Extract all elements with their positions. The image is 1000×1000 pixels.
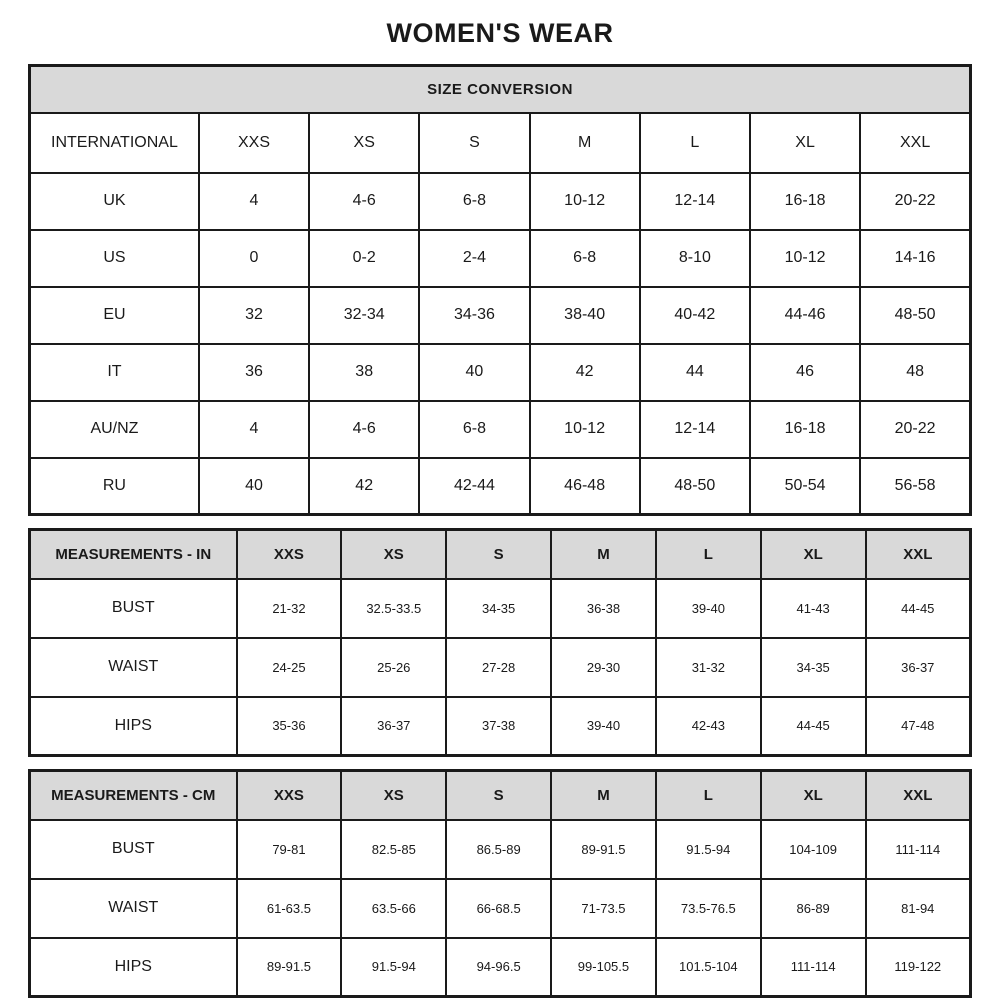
size-column-header: XXL xyxy=(860,113,970,173)
size-value-cell: 47-48 xyxy=(866,697,971,756)
size-value-cell: 10-12 xyxy=(530,173,640,230)
size-value-cell: 111-114 xyxy=(866,820,971,879)
size-value-cell: 32 xyxy=(199,287,309,344)
size-value-cell: 36-38 xyxy=(551,579,656,638)
measurements-cm-table xyxy=(28,769,972,998)
row-label: BUST xyxy=(30,579,237,638)
size-value-cell: 44-45 xyxy=(761,697,866,756)
size-value-cell: 10-12 xyxy=(750,230,860,287)
size-value-cell: 42-43 xyxy=(656,697,761,756)
size-column-header: XXS xyxy=(237,530,342,579)
size-value-cell: 104-109 xyxy=(761,820,866,879)
size-value-cell: 32-34 xyxy=(309,287,419,344)
size-value-cell: 44 xyxy=(640,344,750,401)
size-value-cell: 38 xyxy=(309,344,419,401)
size-value-cell: 36 xyxy=(199,344,309,401)
size-value-cell: 89-91.5 xyxy=(237,938,342,997)
size-value-cell: 36-37 xyxy=(866,638,971,697)
size-value-cell: 37-38 xyxy=(446,697,551,756)
size-column-header: XXL xyxy=(866,530,971,579)
size-value-cell: 56-58 xyxy=(860,458,970,515)
size-value-cell: 4 xyxy=(199,173,309,230)
table-row xyxy=(30,879,971,938)
size-value-cell: 20-22 xyxy=(860,401,970,458)
sizes-header-row xyxy=(30,113,971,173)
size-value-cell: 35-36 xyxy=(237,697,342,756)
size-value-cell: 73.5-76.5 xyxy=(656,879,761,938)
size-value-cell: 34-35 xyxy=(761,638,866,697)
size-column-header: M xyxy=(551,771,656,820)
row-label: WAIST xyxy=(30,638,237,697)
size-value-cell: 21-32 xyxy=(237,579,342,638)
size-value-cell: 6-8 xyxy=(419,401,529,458)
size-value-cell: 66-68.5 xyxy=(446,879,551,938)
size-value-cell: 39-40 xyxy=(551,697,656,756)
table-row xyxy=(30,938,971,997)
size-value-cell: 86.5-89 xyxy=(446,820,551,879)
size-value-cell: 81-94 xyxy=(866,879,971,938)
size-value-cell: 25-26 xyxy=(341,638,446,697)
size-value-cell: 79-81 xyxy=(237,820,342,879)
measurements-cm-body xyxy=(30,820,971,997)
size-value-cell: 40 xyxy=(199,458,309,515)
size-value-cell: 39-40 xyxy=(656,579,761,638)
size-value-cell: 38-40 xyxy=(530,287,640,344)
row-label: BUST xyxy=(30,820,237,879)
size-value-cell: 46 xyxy=(750,344,860,401)
table-row xyxy=(30,579,971,638)
size-column-header: S xyxy=(419,113,529,173)
size-value-cell: 42 xyxy=(530,344,640,401)
row-label: HIPS xyxy=(30,697,237,756)
size-value-cell: 27-28 xyxy=(446,638,551,697)
size-value-cell: 89-91.5 xyxy=(551,820,656,879)
measurements-in-title: MEASUREMENTS - IN xyxy=(30,530,237,579)
table-row xyxy=(30,458,971,515)
size-value-cell: 101.5-104 xyxy=(656,938,761,997)
row-label: IT xyxy=(30,344,199,401)
size-value-cell: 6-8 xyxy=(530,230,640,287)
table-row xyxy=(30,401,971,458)
table-row xyxy=(30,638,971,697)
table-row xyxy=(30,173,971,230)
size-value-cell: 34-36 xyxy=(419,287,529,344)
size-value-cell: 6-8 xyxy=(419,173,529,230)
size-value-cell: 94-96.5 xyxy=(446,938,551,997)
row-label: AU/NZ xyxy=(30,401,199,458)
table-row xyxy=(30,287,971,344)
size-value-cell: 99-105.5 xyxy=(551,938,656,997)
row-label: HIPS xyxy=(30,938,237,997)
page-title: WOMEN'S WEAR xyxy=(386,18,614,48)
size-value-cell: 42-44 xyxy=(419,458,529,515)
size-value-cell: 4 xyxy=(199,401,309,458)
size-value-cell: 46-48 xyxy=(530,458,640,515)
size-value-cell: 91.5-94 xyxy=(656,820,761,879)
size-column-header: XXS xyxy=(237,771,342,820)
size-column-header: S xyxy=(446,530,551,579)
table-row xyxy=(30,697,971,756)
table-row xyxy=(30,344,971,401)
size-column-header: L xyxy=(640,113,750,173)
size-column-header: XL xyxy=(761,771,866,820)
size-value-cell: 31-32 xyxy=(656,638,761,697)
size-value-cell: 41-43 xyxy=(761,579,866,638)
size-value-cell: 0 xyxy=(199,230,309,287)
size-column-header: XS xyxy=(341,771,446,820)
size-value-cell: 16-18 xyxy=(750,401,860,458)
size-value-cell: 48 xyxy=(860,344,970,401)
size-column-header: M xyxy=(551,530,656,579)
size-conversion-table xyxy=(28,64,972,516)
size-value-cell: 24-25 xyxy=(237,638,342,697)
size-column-header: XL xyxy=(761,530,866,579)
size-value-cell: 4-6 xyxy=(309,173,419,230)
size-column-header: XS xyxy=(341,530,446,579)
size-value-cell: 48-50 xyxy=(640,458,750,515)
size-value-cell: 44-45 xyxy=(866,579,971,638)
size-value-cell: 91.5-94 xyxy=(341,938,446,997)
size-value-cell: 63.5-66 xyxy=(341,879,446,938)
size-column-header: S xyxy=(446,771,551,820)
size-conversion-body xyxy=(30,173,971,515)
size-value-cell: 32.5-33.5 xyxy=(341,579,446,638)
size-value-cell: 14-16 xyxy=(860,230,970,287)
size-value-cell: 40-42 xyxy=(640,287,750,344)
row-label: WAIST xyxy=(30,879,237,938)
size-value-cell: 36-37 xyxy=(341,697,446,756)
table-row xyxy=(30,230,971,287)
size-value-cell: 8-10 xyxy=(640,230,750,287)
size-column-header: XL xyxy=(750,113,860,173)
international-header-label: INTERNATIONAL xyxy=(30,113,199,173)
size-value-cell: 111-114 xyxy=(761,938,866,997)
size-column-header: XXS xyxy=(199,113,309,173)
size-value-cell: 10-12 xyxy=(530,401,640,458)
size-conversion-band-row xyxy=(30,66,971,113)
measurements-in-header-row xyxy=(30,530,971,579)
size-value-cell: 4-6 xyxy=(309,401,419,458)
size-column-header: M xyxy=(530,113,640,173)
size-column-header: XXL xyxy=(866,771,971,820)
size-value-cell: 12-14 xyxy=(640,173,750,230)
measurements-cm-header-row xyxy=(30,771,971,820)
size-value-cell: 82.5-85 xyxy=(341,820,446,879)
size-value-cell: 44-46 xyxy=(750,287,860,344)
size-value-cell: 86-89 xyxy=(761,879,866,938)
size-conversion-header: SIZE CONVERSION xyxy=(30,66,971,113)
measurements-in-table xyxy=(28,528,972,757)
size-value-cell: 119-122 xyxy=(866,938,971,997)
measurements-in-body xyxy=(30,579,971,756)
row-label: EU xyxy=(30,287,199,344)
size-value-cell: 50-54 xyxy=(750,458,860,515)
size-value-cell: 48-50 xyxy=(860,287,970,344)
size-value-cell: 0-2 xyxy=(309,230,419,287)
size-value-cell: 40 xyxy=(419,344,529,401)
table-row xyxy=(30,820,971,879)
size-value-cell: 2-4 xyxy=(419,230,529,287)
row-label: US xyxy=(30,230,199,287)
size-value-cell: 20-22 xyxy=(860,173,970,230)
measurements-cm-title: MEASUREMENTS - CM xyxy=(30,771,237,820)
row-label: UK xyxy=(30,173,199,230)
size-column-header: L xyxy=(656,771,761,820)
size-value-cell: 12-14 xyxy=(640,401,750,458)
size-value-cell: 42 xyxy=(309,458,419,515)
size-value-cell: 29-30 xyxy=(551,638,656,697)
size-column-header: XS xyxy=(309,113,419,173)
size-value-cell: 71-73.5 xyxy=(551,879,656,938)
size-value-cell: 34-35 xyxy=(446,579,551,638)
size-value-cell: 61-63.5 xyxy=(237,879,342,938)
row-label: RU xyxy=(30,458,199,515)
size-value-cell: 16-18 xyxy=(750,173,860,230)
size-column-header: L xyxy=(656,530,761,579)
